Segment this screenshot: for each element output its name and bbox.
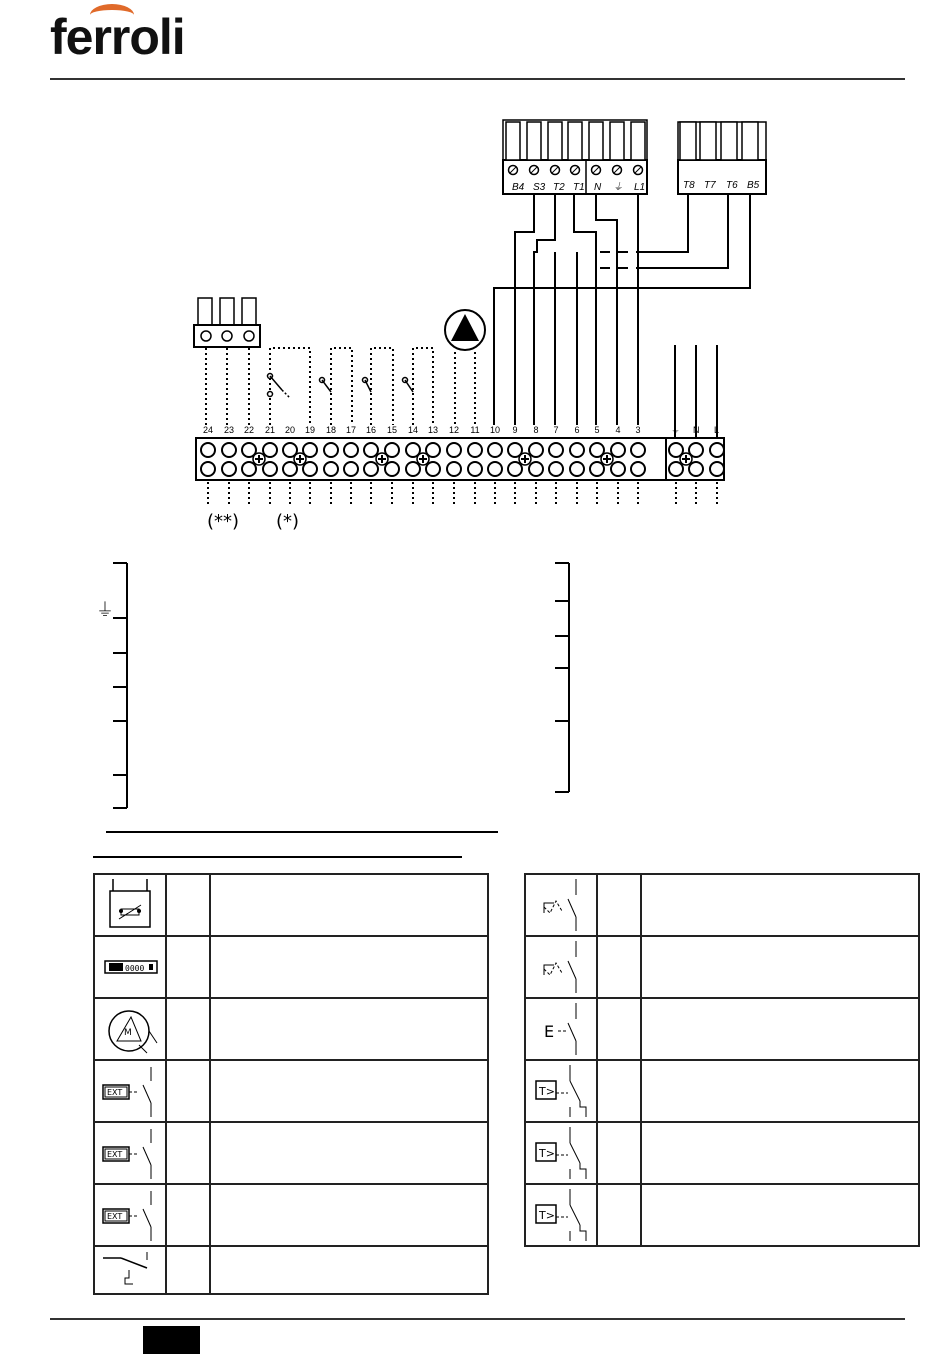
- strip-number-label: 22: [243, 425, 255, 435]
- legend-row: [525, 874, 919, 936]
- note-single-star: (*): [276, 511, 300, 532]
- legend-row: [94, 998, 488, 1060]
- sensor-box-icon: [94, 874, 166, 936]
- power-label: L: [714, 425, 720, 435]
- svg-text:EXT: EXT: [107, 1150, 123, 1159]
- strip-number-label: 20: [284, 425, 296, 435]
- strip-number-label: 4: [615, 425, 621, 435]
- legend-row: [525, 1184, 919, 1246]
- thermostat-contact-icon: [525, 1060, 597, 1122]
- dotted-wiring: [206, 348, 475, 425]
- terminal-label: T2: [553, 182, 565, 193]
- ground-icon: ⏚: [96, 600, 114, 621]
- legend-row: [525, 998, 919, 1060]
- fan-motor-icon: [94, 998, 166, 1060]
- svg-text:EXT: EXT: [107, 1088, 123, 1097]
- page-number-box: [143, 1326, 200, 1354]
- strip-number-label: 13: [427, 425, 439, 435]
- thermostat-contact-icon: [525, 1122, 597, 1184]
- pump-icon: [445, 310, 485, 350]
- strip-number-label: 18: [325, 425, 337, 435]
- switch-contacts: [268, 374, 414, 399]
- strip-number-label: 21: [264, 425, 276, 435]
- legend-row: [94, 1060, 488, 1122]
- strip-number-label: 9: [512, 425, 518, 435]
- legend-table-right: [524, 873, 920, 1247]
- strip-number-label: 10: [489, 425, 501, 435]
- connector-wires: [494, 195, 750, 425]
- svg-text:E: E: [544, 1022, 555, 1041]
- power-label: N: [693, 425, 700, 435]
- strip-number-label: 19: [304, 425, 316, 435]
- strip-number-label: 24: [202, 425, 214, 435]
- top-right-connector: [678, 122, 766, 194]
- legend-row: [525, 1122, 919, 1184]
- brand-logo: ferroli: [50, 9, 185, 65]
- left-bracket: [113, 563, 127, 808]
- terminal-label: L1: [634, 182, 646, 193]
- terminal-label: B5: [747, 180, 760, 191]
- strip-number-label: 16: [365, 425, 377, 435]
- flow-switch-icon: [94, 1246, 166, 1294]
- terminal-label: T6: [726, 180, 738, 191]
- control-board-icon: [94, 936, 166, 998]
- footer-rule: [50, 1318, 905, 1320]
- legend-row: [94, 936, 488, 998]
- ext-switch-icon: [94, 1184, 166, 1246]
- thermostat-contact-icon: [525, 1184, 597, 1246]
- legend-row: [94, 1246, 488, 1294]
- legend-row: [94, 1122, 488, 1184]
- strip-number-label: 11: [470, 425, 480, 435]
- strip-number-label: 12: [448, 425, 460, 435]
- svg-text:0000: 0000: [125, 964, 145, 973]
- terminal-label: T1: [573, 182, 585, 193]
- legend-row: [525, 936, 919, 998]
- svg-text:T>: T>: [539, 1085, 555, 1098]
- strip-number-label: 5: [594, 425, 600, 435]
- e-contact-icon: [525, 998, 597, 1060]
- strip-number-label: 3: [635, 425, 641, 435]
- terminal-label: B4: [512, 182, 525, 193]
- dotted-wiring-below: [208, 482, 717, 505]
- flow-contact-icon: [525, 874, 597, 936]
- strip-number-label: 14: [407, 425, 419, 435]
- flow-contact-icon: [525, 936, 597, 998]
- legend-row: [94, 874, 488, 936]
- terminal-label: T7: [704, 180, 716, 191]
- strip-number-label: 15: [386, 425, 398, 435]
- svg-text:T>: T>: [539, 1147, 555, 1160]
- dashed-crossings: [600, 252, 642, 268]
- terminal-strip: [196, 438, 724, 480]
- strip-number-label: 17: [345, 425, 357, 435]
- note-double-star: (**): [207, 511, 240, 532]
- svg-text:M: M: [124, 1028, 132, 1038]
- power-strip-labels: [671, 425, 719, 435]
- top-left-connector: [503, 120, 647, 194]
- legend-row: [525, 1060, 919, 1122]
- strip-number-label: 6: [574, 425, 580, 435]
- ext-switch-icon: [94, 1060, 166, 1122]
- strip-numbers: [203, 425, 641, 435]
- svg-text:EXT: EXT: [107, 1212, 123, 1221]
- terminal-label: N: [594, 182, 602, 193]
- ext-switch-icon: [94, 1122, 166, 1184]
- svg-text:T>: T>: [539, 1209, 555, 1222]
- left-small-connector: [194, 298, 260, 347]
- legend-row: [94, 1184, 488, 1246]
- terminal-label: T8: [683, 180, 695, 191]
- strip-number-label: 8: [533, 425, 539, 435]
- power-label: ⏚: [671, 425, 681, 435]
- terminal-label: ⏚: [613, 182, 623, 193]
- right-bracket: [555, 563, 569, 792]
- strip-number-label: 7: [553, 425, 559, 435]
- strip-number-label: 23: [223, 425, 235, 435]
- terminal-label: S3: [533, 182, 546, 193]
- legend-table-left: [93, 873, 489, 1295]
